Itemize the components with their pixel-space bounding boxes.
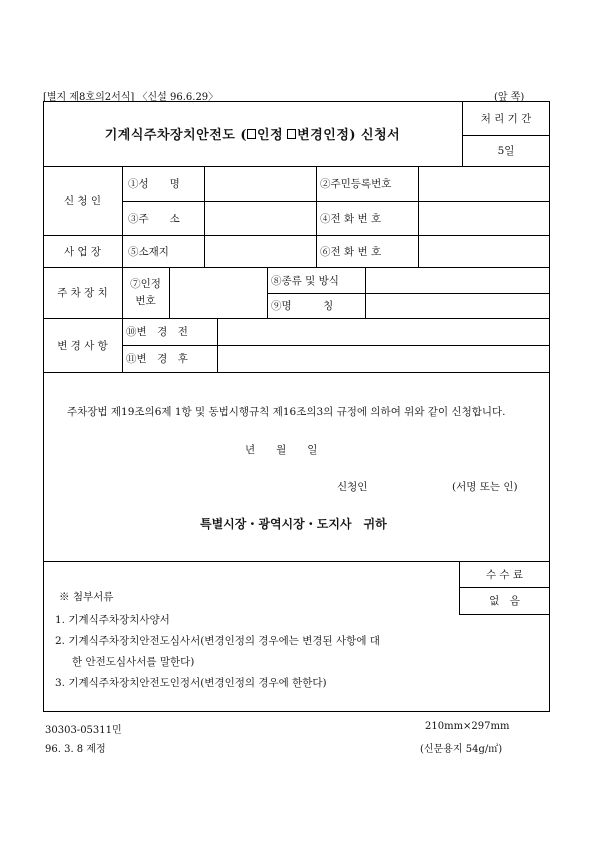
cert-number-label [122, 267, 169, 318]
applicant-sign-label: 신청인 [337, 481, 368, 493]
rule [169, 267, 170, 318]
changes-label: 변 경 사 항 [57, 339, 108, 352]
rule [459, 614, 550, 615]
address-field[interactable] [206, 203, 314, 233]
device-name-label: ⑨명 칭 [271, 300, 334, 312]
fee-value: 없 음 [489, 595, 520, 607]
attachment-item: 1. 기계식주차장치사양서 [55, 614, 170, 626]
form-title [43, 101, 462, 166]
cert-number-field[interactable] [171, 269, 265, 316]
business-location-field[interactable] [206, 237, 314, 265]
rule [418, 166, 419, 267]
declaration-text [55, 402, 535, 422]
phone-field[interactable] [420, 203, 548, 233]
form-code: 30303-05311민 [45, 725, 122, 736]
name-label: ①성 명 [128, 178, 180, 190]
business-phone-label: ⑥전 화 번 호 [320, 245, 382, 258]
after-change-field[interactable] [219, 347, 548, 370]
rrn-label: ②주민등록번호 [320, 178, 392, 190]
title-suffix: ) 신청서 [349, 128, 401, 143]
type-method-field[interactable] [367, 269, 548, 291]
attachments-title: ※ 첨부서류 [59, 591, 114, 603]
title-prefix: 기계식주차장치안전도 ( [104, 128, 248, 143]
parking-device-label: 주 차 장 치 [57, 287, 108, 299]
rule [217, 318, 218, 372]
rule [267, 267, 268, 318]
attachment-item: 2. 기계식주차장치안전도심사서(변경인정의 경우에는 변경된 사항에 대 [55, 635, 380, 647]
phone-label: ④전 화 번 호 [320, 212, 382, 225]
after-change-label: ⑪변 경 후 [126, 353, 188, 365]
declaration-body: 주차장법 제19조의6제 1항 및 동법시행규칙 제16조의3의 규정에 의하여 위와 같이 신청합니다. [67, 406, 506, 418]
rule [204, 166, 205, 267]
rrn-field[interactable] [420, 168, 548, 199]
fee-label: 수 수 료 [485, 568, 524, 581]
rule [316, 166, 317, 267]
address-label: ③주 소 [128, 212, 180, 225]
before-change-field[interactable] [219, 320, 548, 343]
business-location-label: ⑤소재지 [128, 245, 169, 258]
checkbox-cert[interactable] [247, 129, 256, 139]
applicant-label: 신 청 인 [63, 195, 102, 207]
type-method-label: ⑧종류 및 방식 [271, 274, 339, 287]
date-line: 년 월 일 [245, 444, 318, 456]
name-field[interactable] [206, 168, 314, 199]
business-phone-field[interactable] [420, 237, 548, 265]
paper-type: (신문용지 54g/㎡) [420, 744, 503, 755]
title-option-cert: 인정 [257, 128, 284, 143]
attachment-item: 3. 기계식주차장치안전도인정서(변경인정의 경우에 한한다) [55, 677, 327, 689]
attachment-item: 한 안전도심사서를 말한다) [72, 656, 195, 668]
enactment-date: 96. 3. 8 제정 [45, 744, 106, 755]
processing-period-value: 5일 [497, 145, 515, 157]
processing-period-label: 처 리 기 간 [480, 112, 532, 125]
signature-note: (서명 또는 인) [452, 481, 518, 493]
form-reference: [별지 제8호의2서식] 〈신설 96.6.29〉 [43, 92, 219, 103]
title-option-change: 변경인정 [297, 128, 350, 143]
cert-number-label-line1: ⑦인정 [130, 277, 161, 290]
before-change-label: ⑩변 경 전 [126, 326, 188, 338]
addressee: 특별시장・광역시장・도지사 귀하 [200, 517, 387, 531]
business-label: 사 업 장 [63, 245, 102, 258]
paper-size: 210mm×297mm [425, 721, 510, 732]
checkbox-change-cert[interactable] [287, 129, 296, 139]
rule [43, 372, 550, 373]
device-name-field[interactable] [367, 295, 548, 316]
page-side-label: (앞 쪽) [494, 92, 525, 103]
cert-number-label-line2: 번호 [135, 294, 156, 307]
rule [365, 267, 366, 318]
